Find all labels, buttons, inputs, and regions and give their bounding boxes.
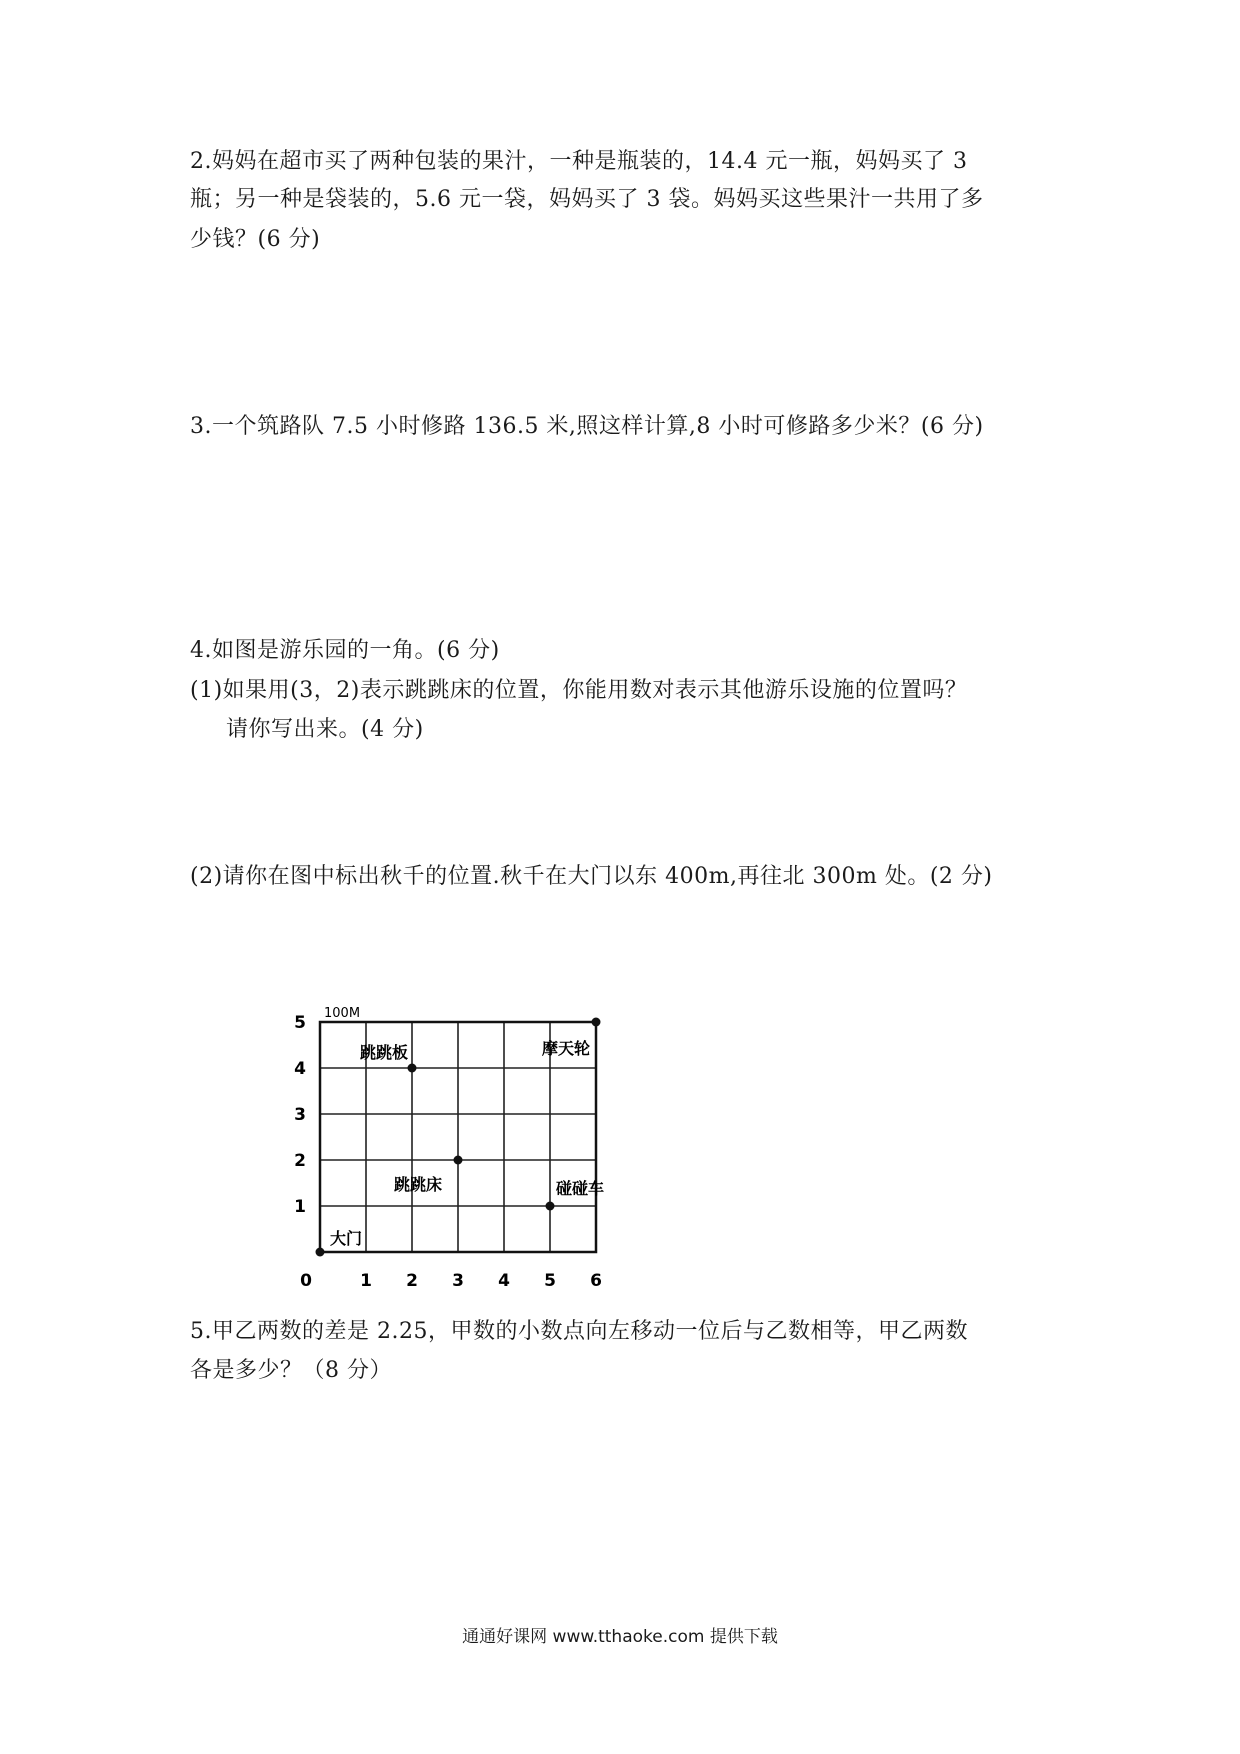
q5-line-1: 5.甲乙两数的差是 2.25，甲数的小数点向左移动一位后与乙数相等，甲乙两数 [190,1319,968,1344]
q3-line-1: 3.一个筑路队 7.5 小时修路 136.5 米,照这样计算,8 小时可修路多少米？(6 分) [190,414,984,439]
grid-svg [270,990,630,1290]
x-tick-label: 2 [406,1271,418,1291]
x-tick-label: 4 [498,1271,510,1291]
x-tick-label: 1 [360,1271,372,1291]
y-tick-label: 1 [294,1197,306,1217]
facility-label: 碰碰车 [556,1179,605,1198]
facility-point [316,1248,325,1257]
x-tick-label: 6 [590,1271,602,1291]
q2-line-1: 2.妈妈在超市买了两种包装的果汁，一种是瓶装的，14.4 元一瓶，妈妈买了 3 [190,149,968,174]
x-tick-label: 3 [452,1271,464,1291]
amusement-park-grid [270,990,630,1290]
page-footer: 通通好课网 www.tthaoke.com 提供下载 [462,1627,778,1647]
q4-sub2-line-1: (2)请你在图中标出秋千的位置.秋千在大门以东 400m,再往北 300m 处。(2 分) [190,864,993,889]
x-tick-label: 5 [544,1271,556,1291]
facility-label: 跳跳床 [393,1175,442,1194]
facility-label: 大门 [330,1229,363,1248]
q4-sub1-line-2: 请你写出来。(4 分) [226,717,424,742]
y-tick-label: 3 [294,1105,306,1125]
facility-point [546,1202,555,1211]
q2-line-2: 瓶；另一种是袋装的，5.6 元一袋，妈妈买了 3 袋。妈妈买这些果汁一共用了多 [190,187,984,212]
q5-line-2: 各是多少？（8 分） [190,1358,392,1383]
facility-point [454,1156,463,1165]
facility-point [408,1064,417,1073]
facility-label: 摩天轮 [541,1039,590,1058]
y-tick-label: 4 [294,1059,306,1079]
facility-point [592,1018,601,1027]
x-tick-label: 0 [300,1271,312,1291]
y-tick-label: 5 [294,1013,306,1033]
q4-line-1: 4.如图是游乐园的一角。(6 分) [190,638,500,663]
q4-sub1-line-1: (1)如果用(3，2)表示跳跳床的位置，你能用数对表示其他游乐设施的位置吗？ [190,678,968,703]
facility-label: 跳跳板 [359,1043,408,1062]
unit-label: 100M [324,1006,361,1021]
y-tick-label: 2 [294,1151,306,1171]
q2-line-3: 少钱？(6 分) [190,227,321,252]
